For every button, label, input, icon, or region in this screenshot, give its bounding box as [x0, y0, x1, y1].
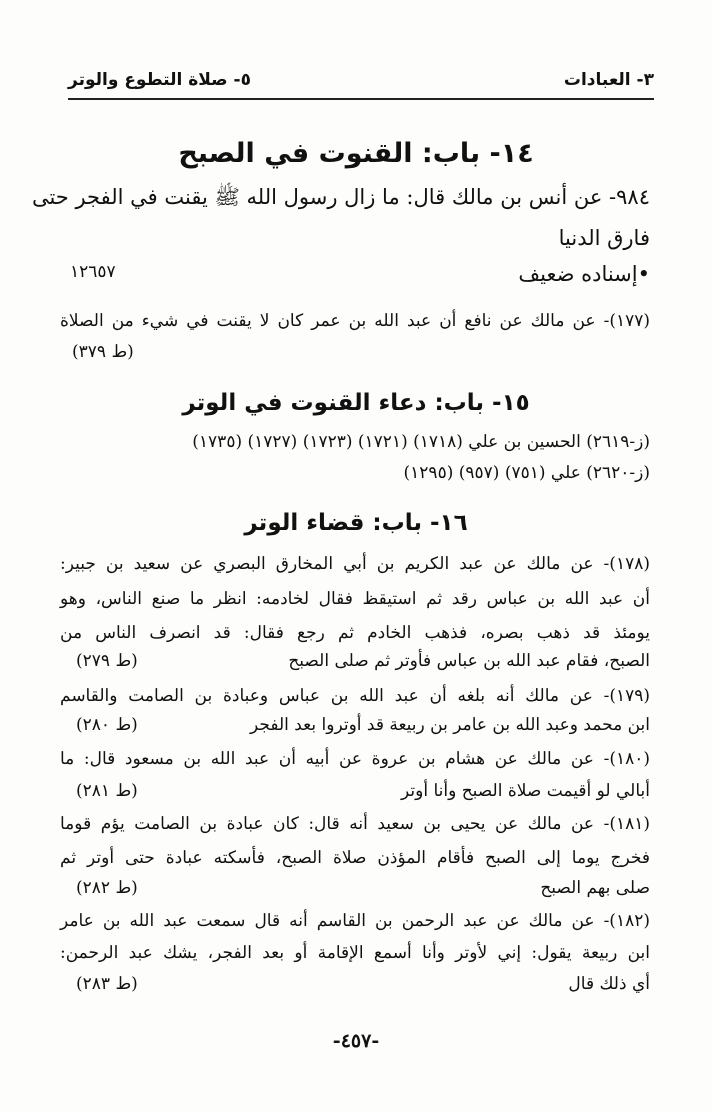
athar-178-ref: (ط ٢٧٩) [76, 651, 138, 671]
hadith-ref-number: ١٢٦٥٧ [70, 262, 116, 282]
athar-181-ref: (ط ٢٨٢) [76, 878, 138, 898]
athar-180-line-2: أبالي لو أقيمت صلاة الصبح وأنا أوتر [401, 781, 650, 801]
athar-181-line-2: فخرج يوما إلى الصبح فأقام المؤذن صلاة الصبح، فأسكته عبادة حتى أوتر ثم [60, 848, 650, 868]
athar-180-ref: (ط ٢٨١) [76, 781, 138, 801]
athar-178-line-1: (١٧٨)- عن مالك عن عبد الكريم بن أبي المخارق البصري عن سعيد بن جبير: [60, 554, 650, 574]
hadith-grade: •إسناده ضعيف [518, 262, 650, 286]
cross-ref-2620: (ز-٢٦٢٠) علي (٧٥١) (٩٥٧) (١٢٩٥) [403, 463, 650, 483]
section-15-title: ١٥- باب: دعاء القنوت في الوتر [182, 390, 530, 416]
header-chapter: ٣- العبادات [563, 70, 654, 90]
athar-182-line-3: أي ذلك قال [568, 974, 650, 994]
athar-178-line-2: أن عبد الله بن عباس رقد ثم استيقظ فقال لخادمه: انظر ما صنع الناس، وهو [60, 589, 650, 609]
running-header [68, 64, 654, 100]
section-16-title: ١٦- باب: قضاء الوتر [244, 510, 468, 536]
section-14-title: ١٤- باب: القنوت في الصبح [178, 138, 534, 169]
athar-182-ref: (ط ٢٨٣) [76, 974, 138, 994]
athar-178-line-3: يومئذ قد ذهب بصره، فذهب الخادم ثم رجع فقال: قد انصرف الناس من [60, 623, 650, 643]
page-number: -٤٥٧- [332, 1030, 380, 1052]
athar-180-line-1: (١٨٠)- عن مالك عن هشام بن عروة عن أبيه أن عبد الله بن مسعود قال: ما [60, 749, 650, 769]
athar-177-line-1: (١٧٧)- عن مالك عن نافع أن عبد الله بن عمر كان لا يقنت في شيء من الصلاة [60, 311, 650, 331]
athar-182-line-1: (١٨٢)- عن مالك عن عبد الرحمن بن القاسم أنه قال سمعت عبد الله بن عامر [60, 911, 650, 931]
hadith-984-line-1: ٩٨٤- عن أنس بن مالك قال: ما زال رسول الله ﷺ يقنت في الفجر حتى [31, 185, 650, 209]
athar-181-line-3: صلى بهم الصبح [540, 878, 650, 898]
athar-179-line-1: (١٧٩)- عن مالك أنه بلغه أن عبد الله بن عباس وعبادة بن الصامت والقاسم [60, 686, 650, 706]
hadith-984-line-2: فارق الدنيا [558, 226, 650, 250]
header-section: ٥- صلاة التطوع والوتر [68, 70, 251, 90]
athar-182-line-2: ابن ربيعة يقول: إني لأوتر وأنا أسمع الإقامة أو بعد الفجر، يشك عبد الرحمن: [60, 943, 650, 963]
cross-ref-2619: (ز-٢٦١٩) الحسين بن علي (١٧١٨) (١٧٢١) (١٧٢٣) (١٧٢٧) (١٧٣٥) [192, 432, 650, 452]
athar-179-ref: (ط ٢٨٠) [76, 715, 138, 735]
athar-179-line-2: ابن محمد وعبد الله بن عامر بن ربيعة قد أوتروا بعد الفجر [250, 715, 650, 735]
athar-181-line-1: (١٨١)- عن مالك عن يحيى بن سعيد أنه قال: كان عبادة بن الصامت يؤم قوما [60, 814, 650, 834]
athar-178-line-4: الصبح، فقام عبد الله بن عباس فأوتر ثم صلى الصبح [288, 651, 650, 671]
athar-177-ref: (ط ٣٧٩) [72, 342, 134, 362]
